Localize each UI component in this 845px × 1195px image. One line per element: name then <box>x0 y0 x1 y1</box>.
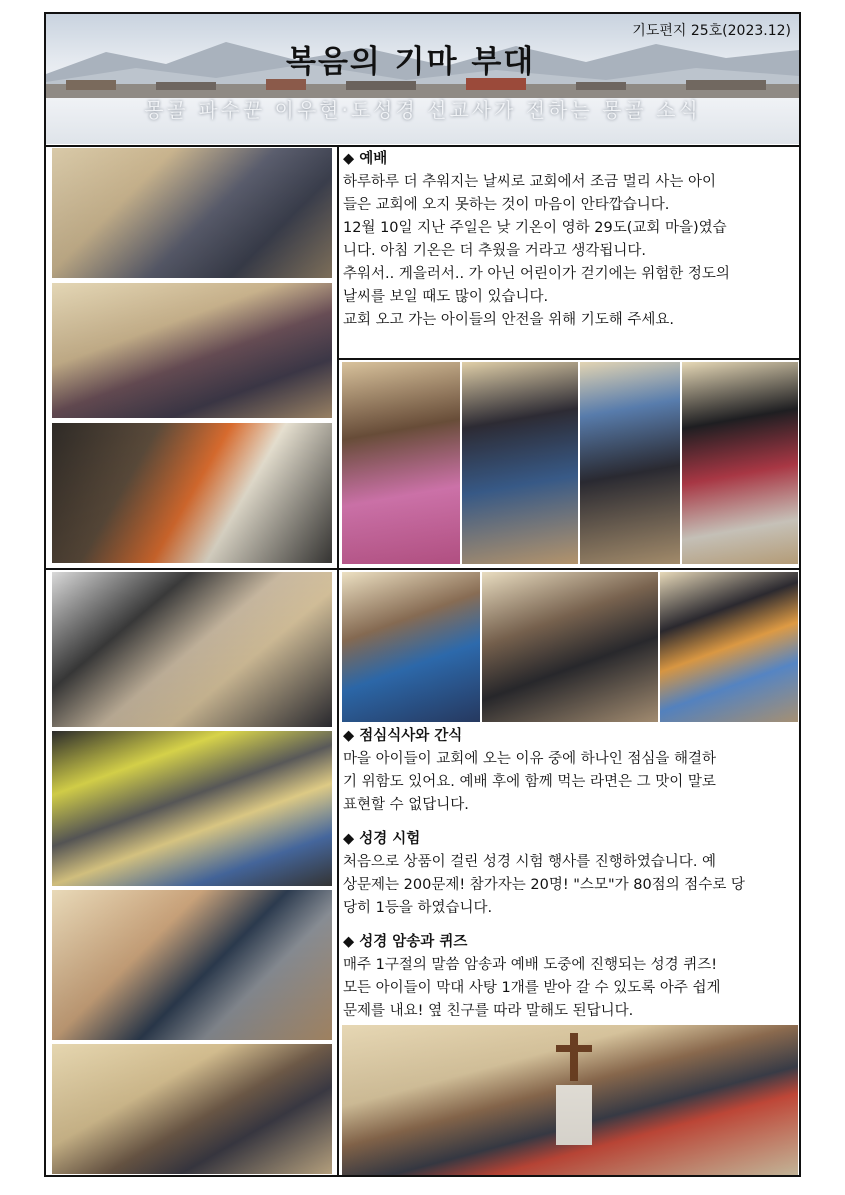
bible-test-line: 처음으로 상품이 걸린 성경 시험 행사를 진행하였습니다. 예 <box>343 854 717 870</box>
bible-test-section <box>343 828 795 920</box>
memorize-line: 매주 1구절의 말씀 암송과 예배 도중에 진행되는 성경 퀴즈! <box>343 957 718 973</box>
newsletter-title: 복음의 기마 부대 <box>286 44 536 80</box>
kneeling-prayer-photo <box>660 572 798 722</box>
memorize-line: 모든 아이들이 막대 사탕 1개를 받아 갈 수 있도록 아주 쉽게 <box>343 980 721 996</box>
praying-girl-plaid-photo <box>682 362 798 564</box>
sanctuary-photo <box>52 1044 332 1174</box>
memorize-heading: ◆ 성경 암송과 퀴즈 <box>343 934 468 950</box>
children-raising-hands-photo <box>52 283 332 418</box>
worship-service-photo <box>52 148 332 278</box>
bible-test-photo <box>52 890 332 1040</box>
divider <box>44 568 801 570</box>
eating-snacks-photo <box>52 731 332 886</box>
bible-test-line: 당히 1등을 하였습니다. <box>343 900 493 916</box>
worship-line: 추워서.. 게을러서.. 가 아닌 어린이가 걷기에는 위험한 정도의 <box>343 266 730 282</box>
divider <box>44 145 801 147</box>
praying-girl-photo <box>342 362 460 564</box>
worship-heading: ◆ 예배 <box>343 151 388 167</box>
divider <box>337 145 339 1177</box>
lunch-section <box>343 725 795 817</box>
bible-test-heading: ◆ 성경 시험 <box>343 831 421 847</box>
header-banner <box>46 14 799 144</box>
praying-boy-photo <box>462 362 578 564</box>
lunch-line: 기 위함도 있어요. 예배 후에 함께 먹는 라면은 그 맛이 말로 <box>343 774 716 790</box>
memorize-line: 문제를 내요! 옆 친구를 따라 말해도 된답니다. <box>343 1003 634 1019</box>
kneeling-prayer-photo <box>482 572 658 722</box>
cross-icon <box>342 1025 798 1175</box>
lunch-heading: ◆ 점심식사와 간식 <box>343 728 463 744</box>
worship-line: 12월 10일 지난 주일은 낮 기온이 영하 29도(교회 마을)였습 <box>343 220 727 236</box>
memorize-section <box>343 931 795 1023</box>
lunch-line: 표현할 수 없답니다. <box>343 797 469 813</box>
lunch-line: 마을 아이들이 교회에 오는 이유 중에 하나인 점심을 해결하 <box>343 751 717 767</box>
newsletter-subtitle: 몽골 파수꾼 이우현·도성경 선교사가 전하는 몽골 소식 <box>144 98 701 122</box>
worship-line: 들은 교회에 오지 못하는 것이 마음이 안타깝습니다. <box>343 197 670 213</box>
worship-line: 니다. 아침 기온은 더 추웠을 거라고 생각됩니다. <box>343 243 647 259</box>
children-reading-bible-photo <box>52 423 332 563</box>
worship-line: 하루하루 더 추워지는 날씨로 교회에서 조금 멀리 사는 아이 <box>343 174 717 190</box>
issue-label: 기도편지 25호(2023.12) <box>632 23 791 39</box>
bible-test-line: 상문제는 200문제! 참가자는 20명! "스모"가 80점의 점수로 당 <box>343 877 745 893</box>
praying-boy-cap-photo <box>580 362 680 564</box>
cooking-noodles-photo <box>52 572 332 727</box>
worship-section <box>343 148 795 332</box>
kneeling-prayer-photo <box>342 572 480 722</box>
worship-line: 교회 오고 가는 아이들의 안전을 위해 기도해 주세요. <box>343 312 675 328</box>
worship-line: 날씨를 보일 때도 많이 있습니다. <box>343 289 549 305</box>
group-quiz-photo <box>342 1025 798 1175</box>
divider <box>339 358 801 360</box>
